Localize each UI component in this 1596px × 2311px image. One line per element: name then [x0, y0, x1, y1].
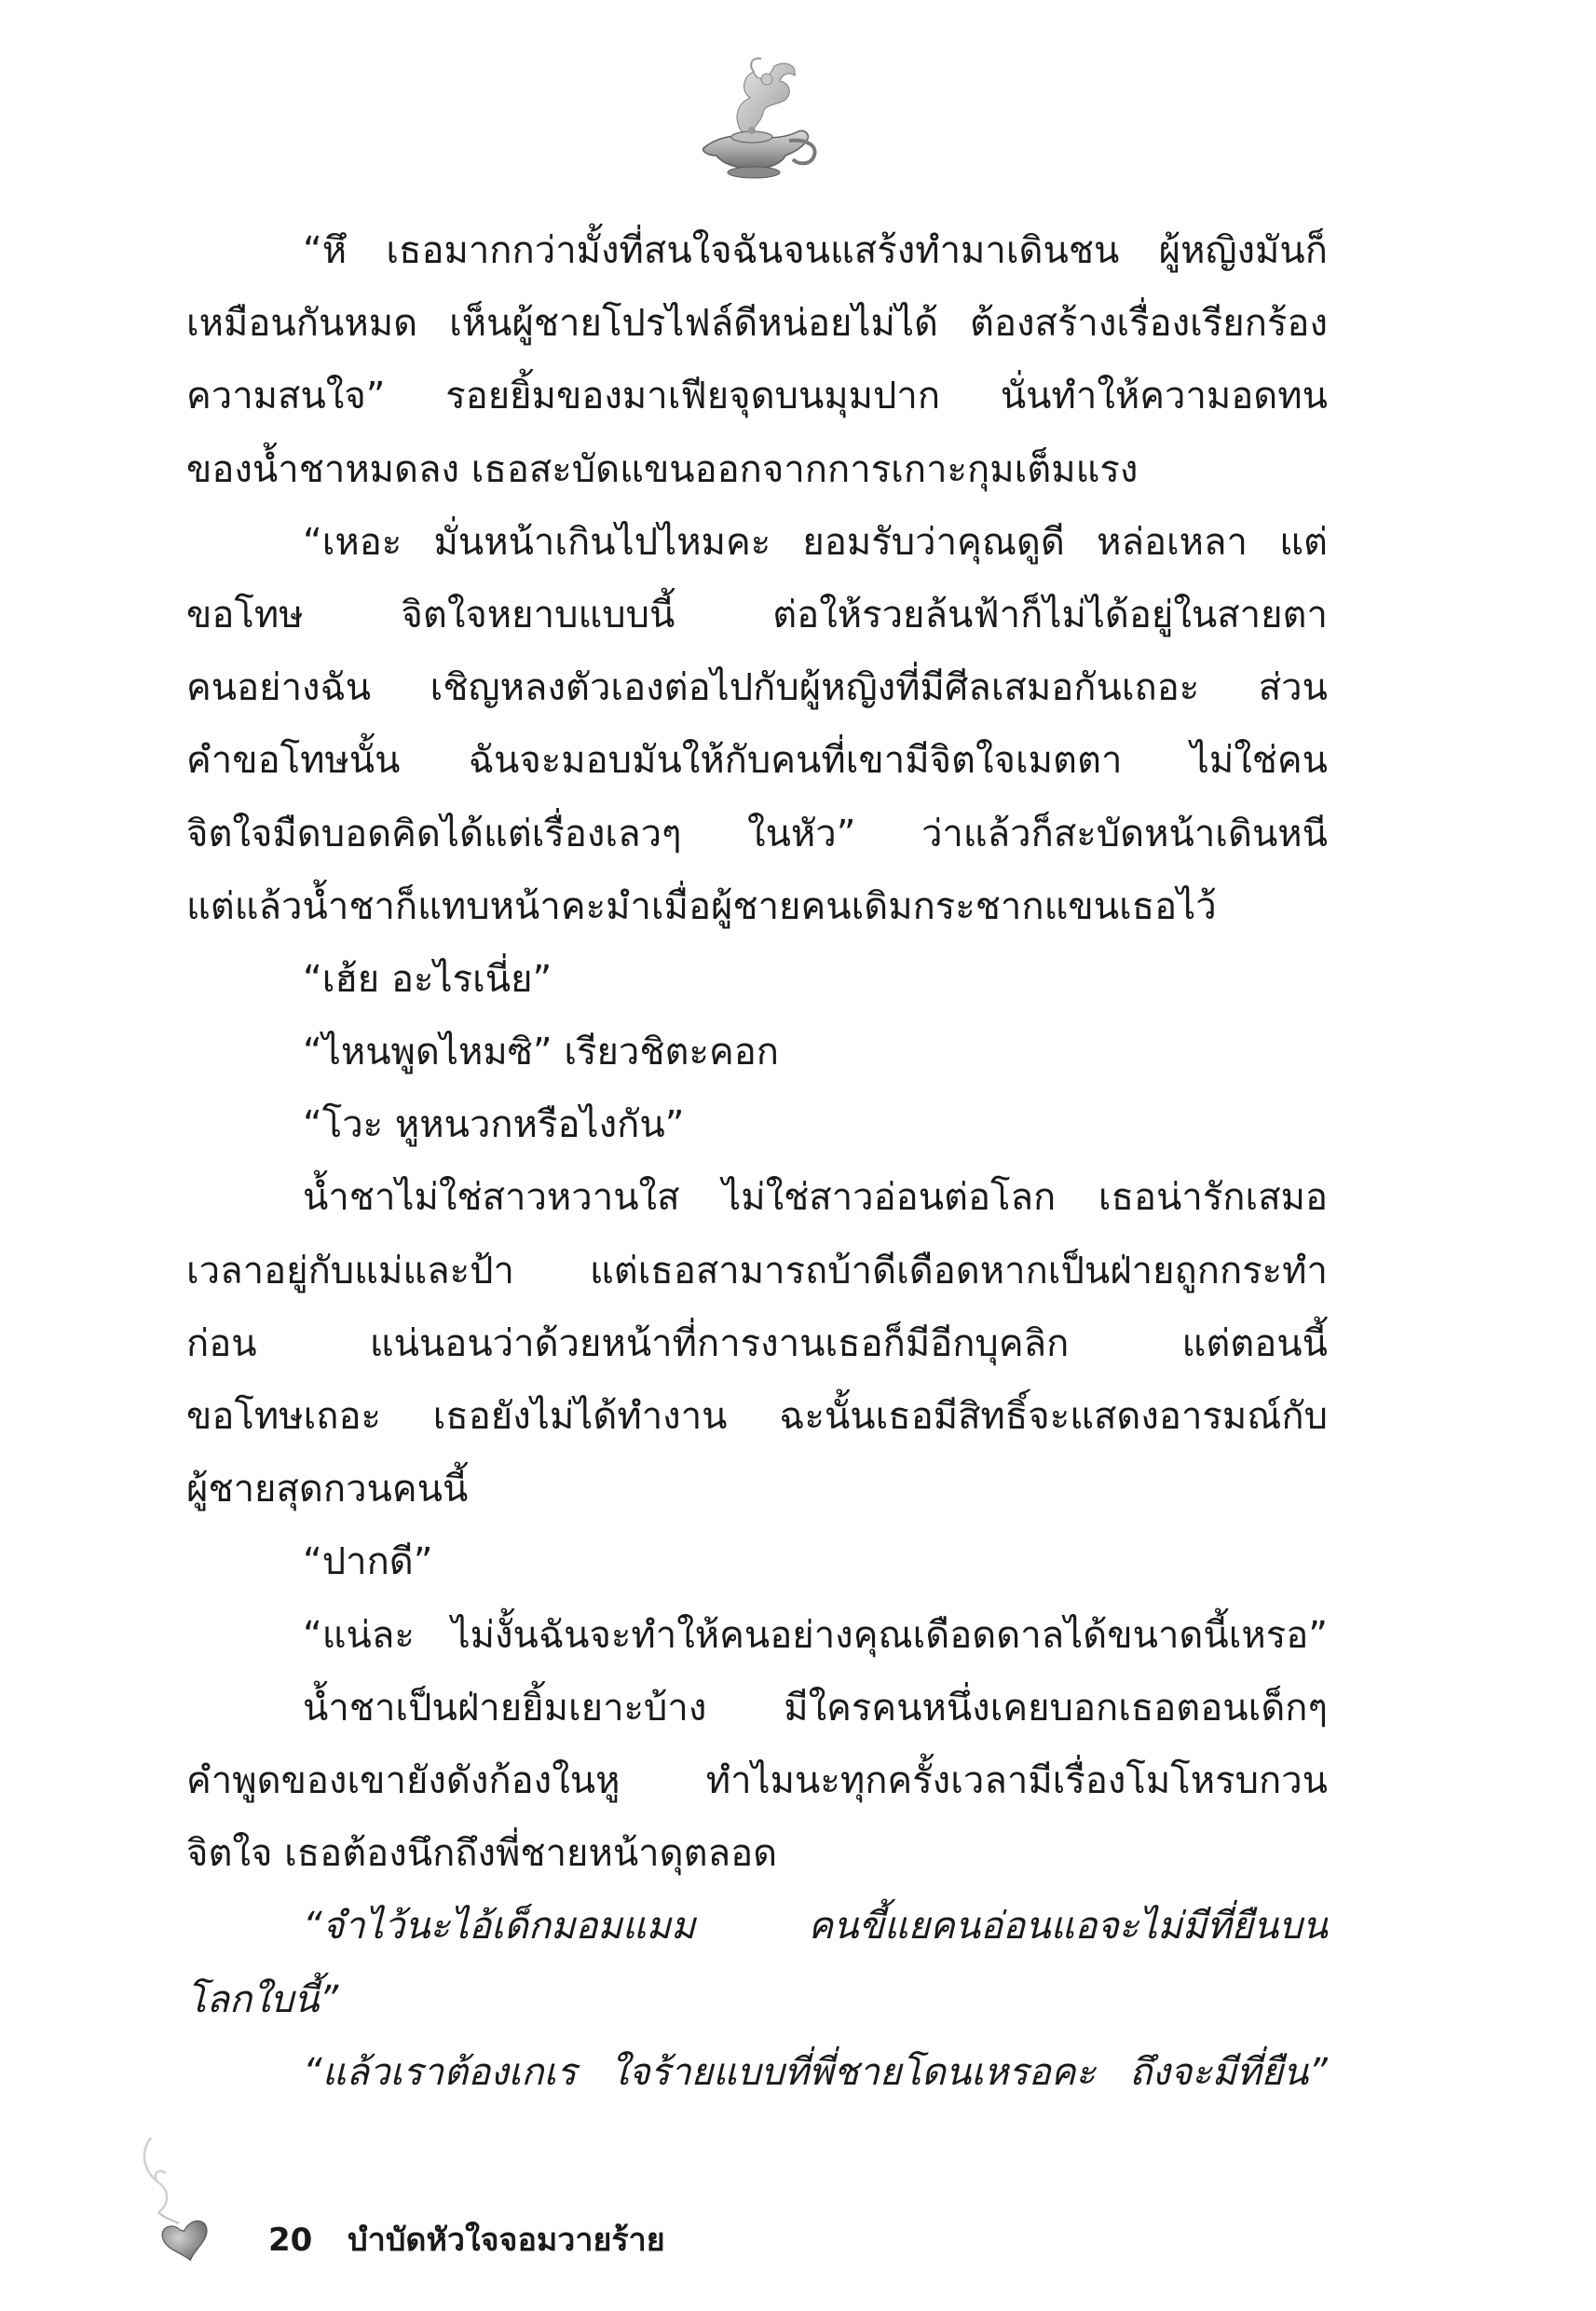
page-footer: [130, 2134, 783, 2264]
page-number: 20: [268, 2222, 313, 2259]
text-line: “เฮ้ย อะไรเนี่ย”: [303, 957, 552, 1001]
text-line: “ไหนพูดไหมซิ” เรียวชิตะคอก: [303, 1031, 779, 1074]
text-line: ขอโทษ จิตใจหยาบแบบนี้ ต่อให้รวยล้นฟ้าก็ไม่ได้อยู่ในสายตา: [186, 593, 1328, 636]
book-title: บำบัดหัวใจจอมวายร้าย: [348, 2222, 665, 2259]
text-line: น้ำชาไม่ใช่สาวหวานใส ไม่ใช่สาวอ่อนต่อโลก เธอน่ารักเสมอ: [303, 1176, 1328, 1220]
text-line: จิตใจมืดบอดคิดได้แต่เรื่องเลวๆ ในหัว” ว่าแล้วก็สะบัดหน้าเดินหนี: [186, 812, 1328, 855]
text-line: ความสนใจ” รอยยิ้มของมาเฟียจุดบนมุมปาก นั่นทำให้ความอดทน: [186, 375, 1328, 418]
text-line: น้ำชาเป็นฝ่ายยิ้มเยาะบ้าง มีใครคนหนึ่งเคยบอกเธอตอนเด็กๆ: [303, 1686, 1328, 1730]
text-line: คนอย่างฉัน เชิญหลงตัวเองต่อไปกับผู้หญิงที่มีศีลเสมอกันเถอะ ส่วน: [186, 666, 1328, 710]
text-line: ก่อน แน่นอนว่าด้วยหน้าที่การงานเธอก็มีอีกบุคลิก แต่ตอนนี้: [186, 1321, 1328, 1365]
text-line: “เหอะ มั่นหน้าเกินไปไหมคะ ยอมรับว่าคุณดูดี หล่อเหลา แต่: [303, 520, 1328, 564]
text-line: ขอโทษเถอะ เธอยังไม่ได้ทำงาน ฉะนั้นเธอมีสิทธิ์จะแสดงอารมณ์กับ: [186, 1395, 1328, 1438]
genie-lamp-icon: [685, 51, 825, 182]
text-line: “ปากดี”: [303, 1540, 433, 1584]
body-text: [186, 214, 1328, 2109]
text-line: “แล้วเราต้องเกเร ใจร้ายแบบที่พี่ชายโดนเหรอคะ ถึงจะมีที่ยืน”: [303, 2050, 1328, 2094]
text-line: ผู้ชายสุดกวนคนนี้: [186, 1468, 469, 1511]
text-line: “โวะ หูหนวกหรือไงกัน”: [303, 1103, 685, 1147]
text-line: เหมือนกันหมด เห็นผู้ชายโปรไฟล์ดีหน่อยไม่ได้ ต้องสร้างเรื่องเรียกร้อง: [186, 302, 1328, 346]
text-line: คำขอโทษนั้น ฉันจะมอบมันให้กับคนที่เขามีจิตใจเมตตา ไม่ใช่คน: [186, 739, 1328, 783]
text-line: จิตใจ เธอต้องนึกถึงพี่ชายหน้าดุตลอด: [186, 1832, 778, 1876]
text-line: ของน้ำชาหมดลง เธอสะบัดแขนออกจากการเกาะกุมเต็มแรง: [186, 447, 1139, 491]
footer-text: [268, 2214, 665, 2264]
text-line: “หึ เธอมากกว่ามั้งที่สนใจฉันจนแสร้งทำมาเดินชน ผู้หญิงมันก็: [303, 229, 1328, 272]
text-line: คำพูดของเขายังดังก้องในหู ทำไมนะทุกครั้งเวลามีเรื่องโมโหรบกวน: [186, 1758, 1328, 1802]
heart-pendant-icon: [130, 2134, 233, 2264]
text-line: “จำไว้นะไอ้เด็กมอมแมม คนขี้แยคนอ่อนแอจะไม่มีที่ยืนบน: [303, 1905, 1328, 1949]
text-line: เวลาอยู่กับแม่และป้า แต่เธอสามารถบ้าดีเดือดหากเป็นฝ่ายถูกกระทำ: [186, 1249, 1328, 1292]
text-line: แต่แล้วน้ำชาก็แทบหน้าคะมำเมื่อผู้ชายคนเดิมกระชากแขนเธอไว้: [186, 884, 1217, 928]
text-line: “แน่ละ ไม่งั้นฉันจะทำให้คนอย่างคุณเดือดดาลได้ขนาดนี้เหรอ”: [303, 1613, 1328, 1657]
text-line: โลกใบนี้”: [186, 1977, 339, 2021]
